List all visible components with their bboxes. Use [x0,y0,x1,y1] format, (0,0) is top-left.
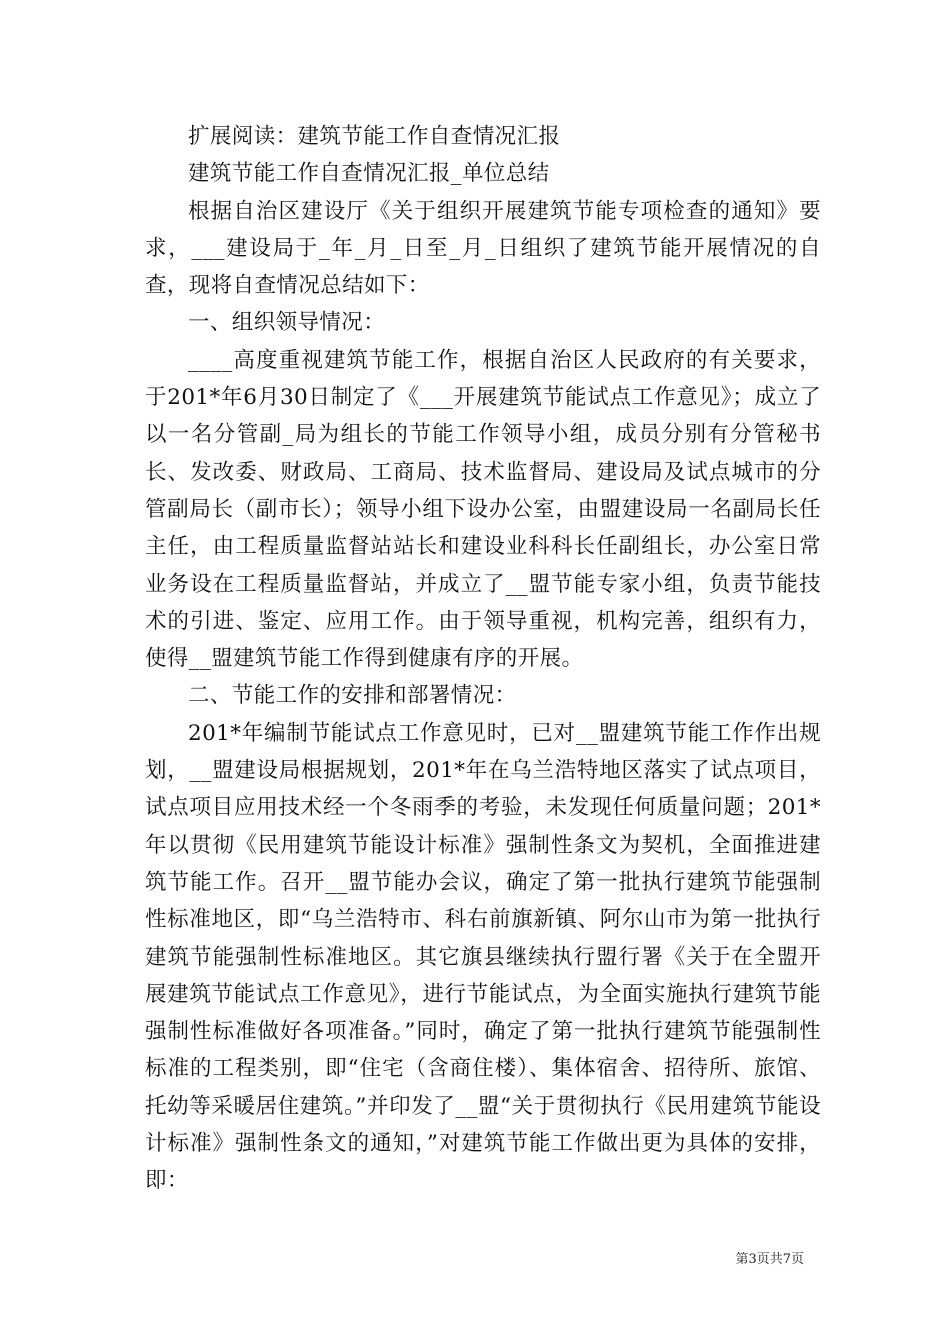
extended-reading-title: 扩展阅读：建筑节能工作自查情况汇报 [188,124,561,149]
report-title: 建筑节能工作自查情况汇报_单位总结 [188,161,550,187]
section-heading-arrangement: 二、节能工作的安排和部署情况： [188,683,517,709]
organization-paragraph: ____高度重视建筑节能工作，根据自治区人民政府的有关要求，于201*年6月30日制定了《___开展建筑节能试点工作意见》；成立了以一名分管副_局为组长的节能工作领导小组，成员分别有分管秘书长、发改委、财政局、工商局、技术监督局、建设局及试点城市的分管副局长（副市长）；领导小组下设办公室，由盟建设局一名副局长任主任，由工程质量监督站站长和建设业科科长任副组长，办公室日常业务设在工程质量监督站，并成立了__盟节能专家小组，负责节能技术的引进、鉴定、应用工作。由于领导重视，机构完善，组织有力，使得__盟建筑节能工作得到健康有序的开展。 [145,347,821,672]
document-body [145,118,821,1200]
page-number: 第3页共7页 [735,1252,804,1267]
intro-paragraph: 根据自治区建设厅《关于组织开展建筑节能专项检查的通知》要求，___建设局于_年_月_日至_月_日组织了建筑节能开展情况的自查，现将自查情况总结如下： [145,198,821,299]
arrangement-paragraph: 201*年编制节能试点工作意见时，已对__盟建筑节能工作作出规划，__盟建设局根据规划，201*年在乌兰浩特地区落实了试点项目，试点项目应用技术经一个冬雨季的考验，未发现任何质量问题；201*年以贯彻《民用建筑节能设计标准》强制性条文为契机，全面推进建筑节能工作。召开__盟节能办会议，确定了第一批执行建筑节能强制性标准地区，即“乌兰浩特市、科右前旗新镇、阿尔山市为第一批执行建筑节能强制性标准地区。其它旗县继续执行盟行署《关于在全盟开展建筑节能试点工作意见》，进行节能试点，为全面实施执行建筑节能强制性标准做好各项准备。”同时，确定了第一批执行建筑节能强制性标准的工程类别，即“住宅（含商住楼）、集体宿舍、招待所、旅馆、托幼等采暖居住建筑。”并印发了__盟“关于贯彻执行《民用建筑节能设计标准》强制性条文的通知，”对建筑节能工作做出更为具体的安排，即： [145,720,821,1194]
section-heading-organization: 一、组织领导情况： [188,310,386,336]
